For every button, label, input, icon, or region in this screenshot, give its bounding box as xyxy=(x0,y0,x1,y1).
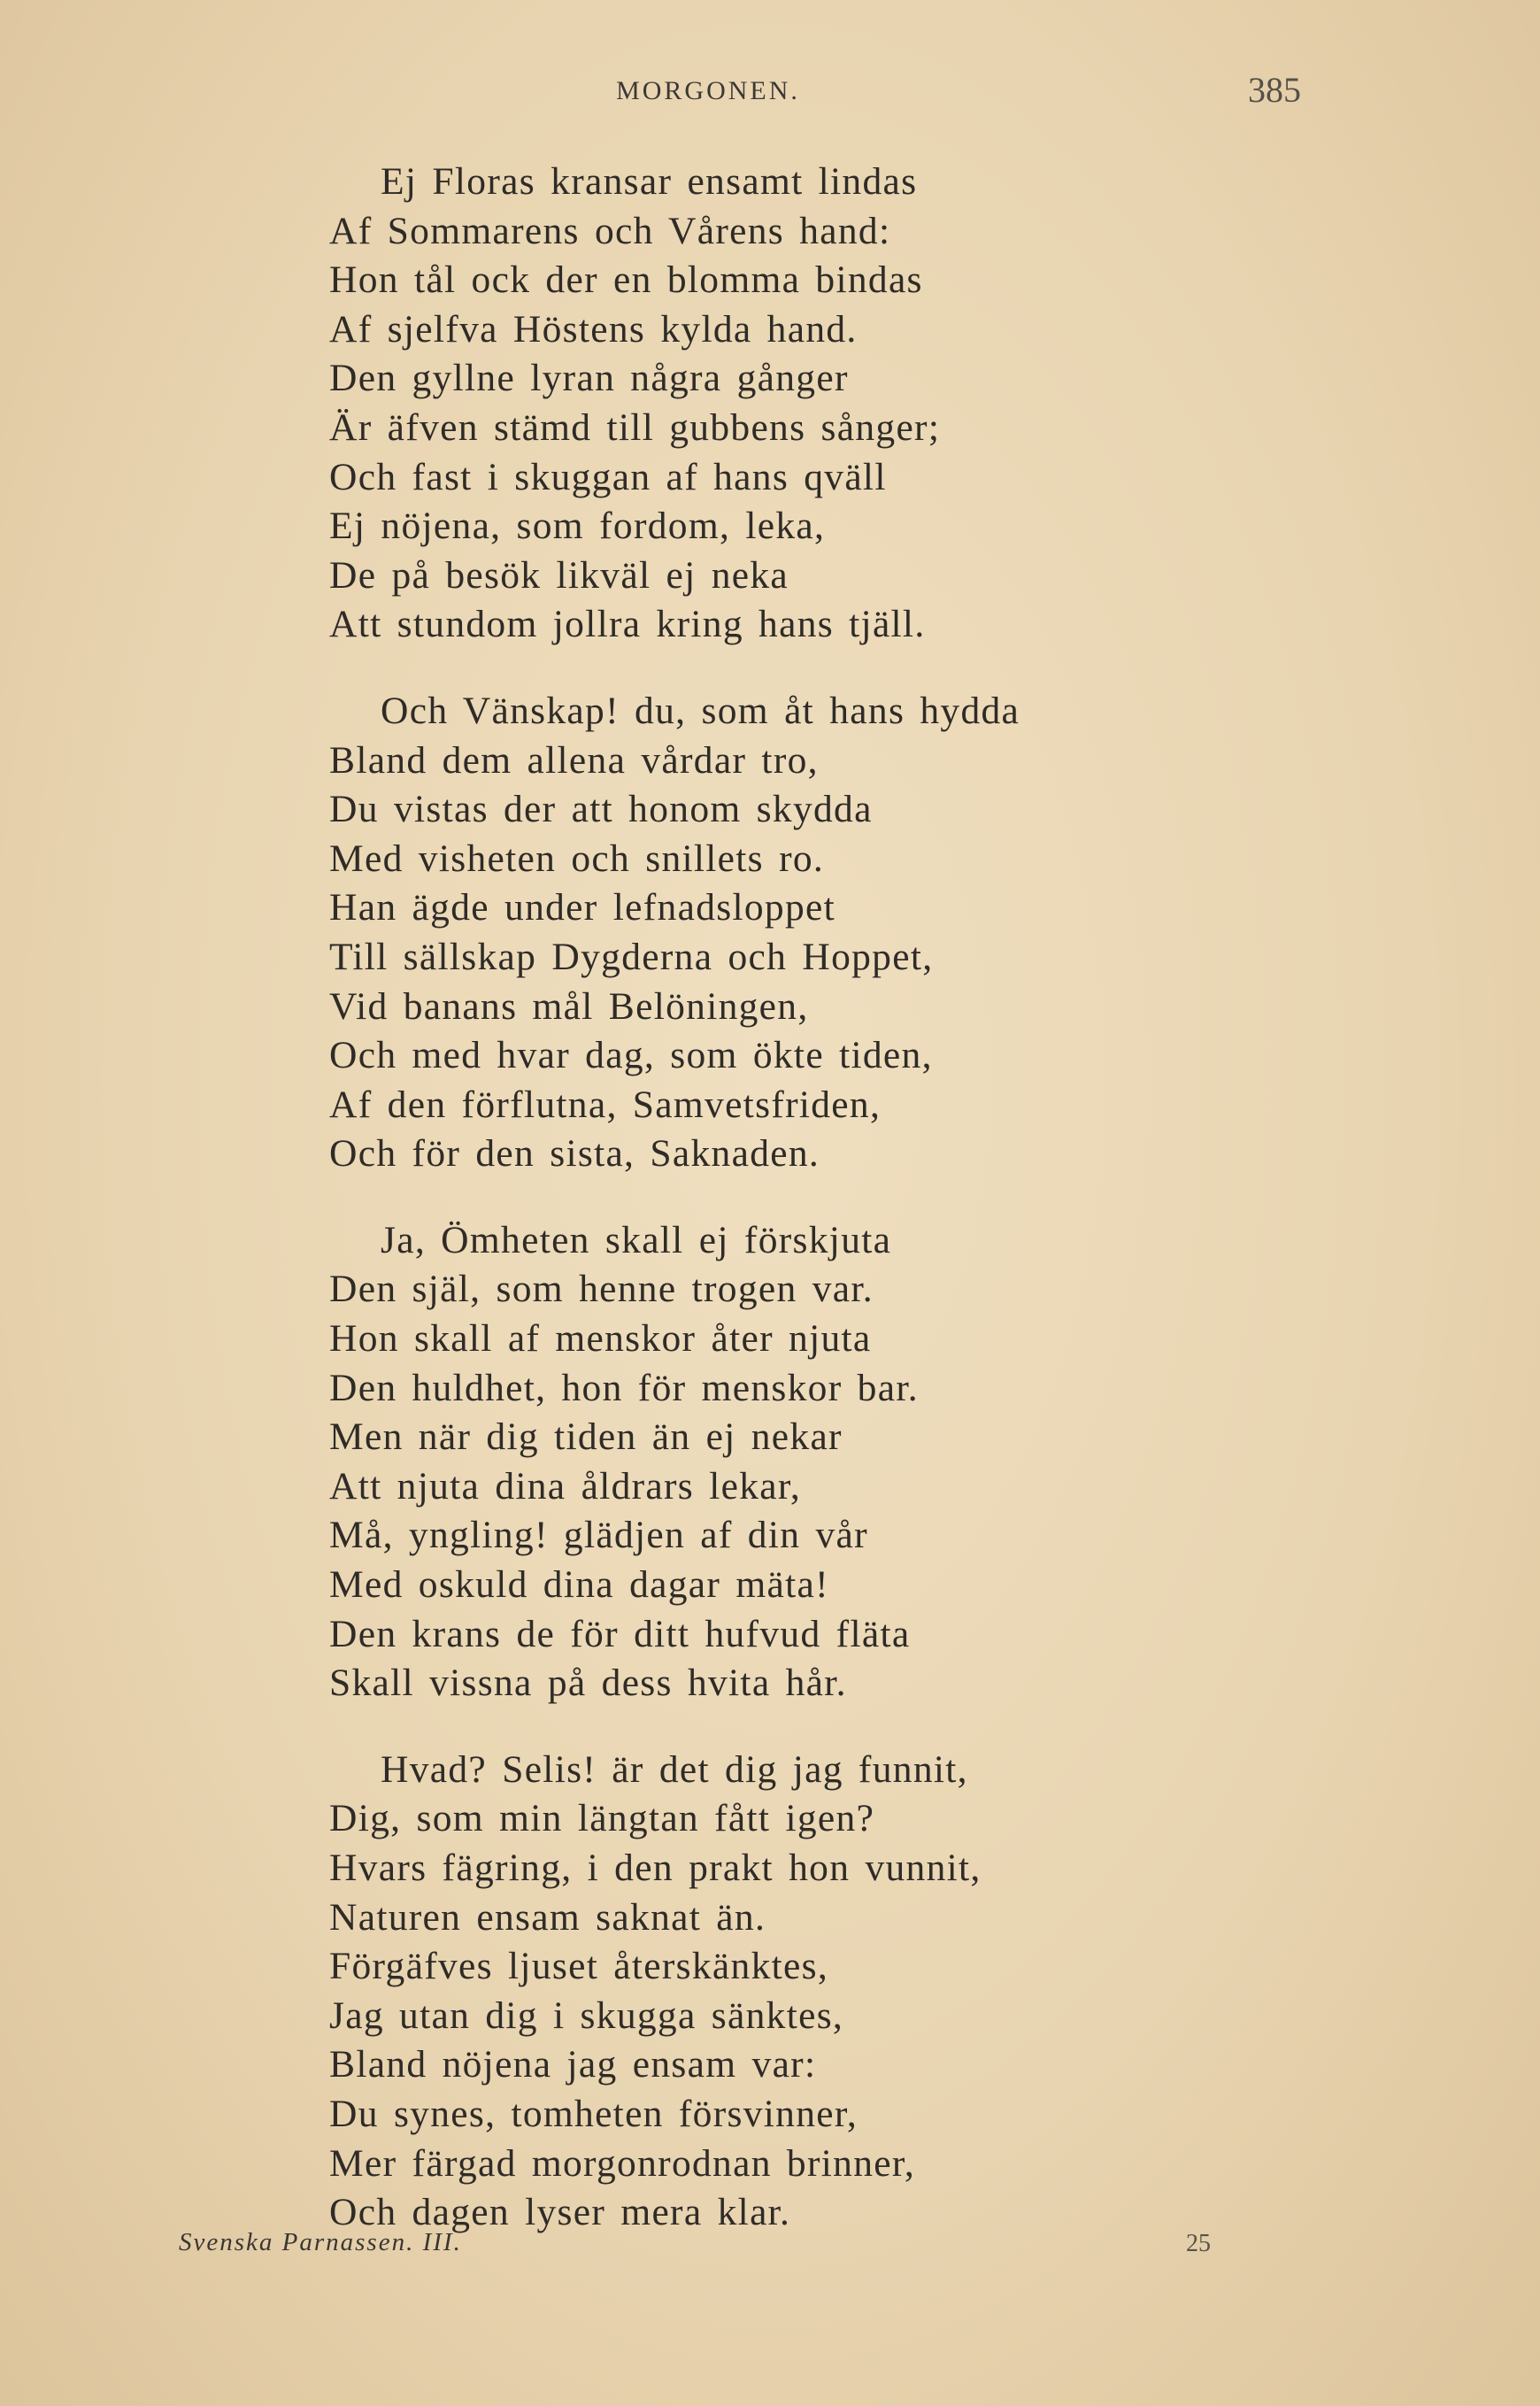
poem-line: Bland dem allena vårdar tro, xyxy=(329,738,819,782)
poem-line: Ej nöjena, som fordom, leka, xyxy=(329,505,826,548)
poem-line: Naturen ensam saknat än. xyxy=(329,1895,766,1939)
poem-line: Men när dig tiden än ej nekar xyxy=(329,1415,843,1459)
poem-line: Den gyllne lyran några gånger xyxy=(329,357,849,400)
poem-line: Den själ, som henne trogen var. xyxy=(329,1268,874,1311)
running-title: MORGONEN. xyxy=(616,76,800,105)
poem-line: Af den förflutna, Samvetsfriden, xyxy=(329,1083,882,1126)
poem-line: Hon skall af menskor åter njuta xyxy=(329,1317,872,1361)
poem-line: Med oskuld dina dagar mäta! xyxy=(329,1563,829,1607)
page-number: 385 xyxy=(1248,70,1301,110)
poem-line: Och med hvar dag, som ökte tiden, xyxy=(329,1034,933,1077)
poem-line: Den krans de för ditt hufvud fläta xyxy=(329,1612,911,1655)
stanza-3 xyxy=(329,1216,1214,1708)
poem-line: Bland nöjena jag ensam var: xyxy=(329,2043,817,2086)
poem-line: Den huldhet, hon för menskor bar. xyxy=(329,1366,919,1409)
poem-line: Att njuta dina åldrars lekar, xyxy=(329,1464,802,1508)
poem-line: Mer färgad morgonrodnan brinner, xyxy=(329,2141,916,2185)
poem-line: Dig, som min längtan fått igen? xyxy=(329,1797,875,1840)
poem-line: Är äfven stämd till gubbens sånger; xyxy=(329,405,941,449)
poem-line: Med visheten och snillets ro. xyxy=(329,837,825,880)
poem xyxy=(329,158,1214,2275)
stanza-1 xyxy=(329,158,1214,650)
poem-line: Jag utan dig i skugga sänktes, xyxy=(329,1993,844,2037)
sheet-number: 25 xyxy=(1186,2230,1211,2257)
printer-signature: Svenska Parnassen. III. xyxy=(179,2228,462,2256)
poem-line: Hon tål ock der en blomma bindas xyxy=(329,258,923,302)
poem-line: Du synes, tomheten försvinner, xyxy=(329,2092,859,2135)
poem-line: Och fast i skuggan af hans qväll xyxy=(329,455,887,498)
poem-line: Till sällskap Dygderna och Hoppet, xyxy=(329,935,934,978)
poem-line: Af Sommarens och Vårens hand: xyxy=(329,209,891,252)
poem-line: Af sjelfva Höstens kylda hand. xyxy=(329,307,858,351)
page-footer xyxy=(0,2228,1540,2263)
poem-line: Att stundom jollra kring hans tjäll. xyxy=(329,603,926,646)
poem-line: Hvad? Selis! är det dig jag funnit, xyxy=(381,1747,968,1791)
poem-line: Och för den sista, Saknaden. xyxy=(329,1132,820,1176)
poem-line: Och Vänskap! du, som åt hans hydda xyxy=(381,689,1020,732)
poem-line: Vid banans mål Belöningen, xyxy=(329,984,809,1028)
poem-line: Må, yngling! glädjen af din vår xyxy=(329,1514,868,1557)
poem-line: Förgäfves ljuset återskänktes, xyxy=(329,1945,829,1988)
poem-line: Ej Floras kransar ensamt lindas xyxy=(381,160,918,203)
page-header xyxy=(0,69,1540,122)
poem-line: De på besök likväl ej neka xyxy=(329,553,789,597)
poem-line: Skall vissna på dess hvita hår. xyxy=(329,1662,847,1705)
stanza-4 xyxy=(329,1746,1214,2238)
stanza-2 xyxy=(329,687,1214,1179)
poem-line: Ja, Ömheten skall ej förskjuta xyxy=(381,1218,892,1261)
poem-line: Hvars fägring, i den prakt hon vunnit, xyxy=(329,1847,982,1889)
poem-line: Du vistas der att honom skydda xyxy=(329,788,873,831)
poem-line: Han ägde under lefnadsloppet xyxy=(329,886,835,929)
poem-line: Och dagen lyser mera klar. xyxy=(329,2191,791,2234)
